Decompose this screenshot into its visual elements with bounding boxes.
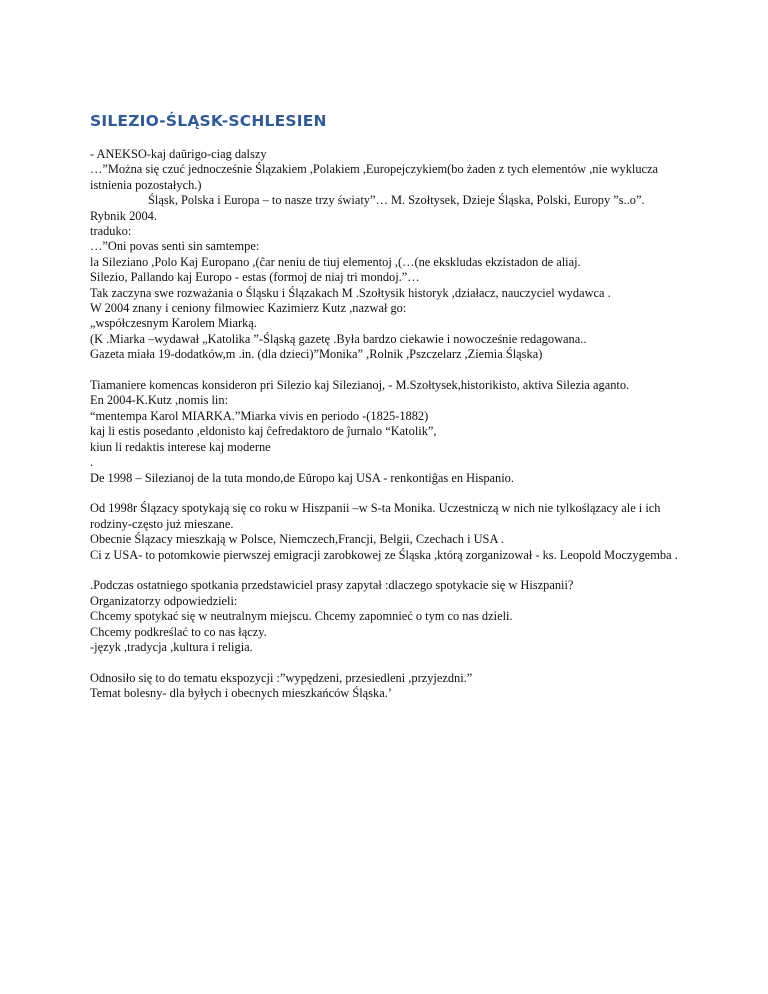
text-line: Tak zaczyna swe rozważania o Śląsku i Ślązakach M .Szołtysik historyk ,działacz, nauczyciel wydawca . — [90, 285, 611, 300]
text-line: De 1998 – Silezianoj de la tuta mondo,de Eŭropo kaj USA - renkontiĝas en Hispanio. — [90, 470, 514, 485]
text-line: traduko: — [90, 224, 132, 239]
text-line: . — [90, 455, 94, 470]
text-line: Chcemy podkreślać to co nas łączy. — [90, 624, 267, 639]
paragraph-intro — [90, 147, 690, 363]
text-line: Śląsk, Polska i Europa – to nasze trzy światy”… M. Szołtysek, Dzieje Śląska, Polski, Europy ”s..o”. — [148, 193, 645, 208]
text-line: (K .Miarka –wydawał „Katolika ”-Śląską gazetę .Była bardzo ciekawie i nowocześnie redagowana.. — [90, 331, 587, 346]
text-line: „współczesnym Karolem Miarką. — [90, 316, 257, 331]
text-line: …”Oni povas senti sin samtempe: — [90, 239, 260, 254]
text-line: Obecnie Ślązacy mieszkają w Polsce, Niemczech,Francji, Belgii, Czechach i USA . — [90, 532, 504, 547]
text-line: W 2004 znany i ceniony filmowiec Kazimierz Kutz ,nazwał go: — [90, 301, 407, 316]
text-line: Temat bolesny- dla byłych i obecnych mieszkańców Śląska.’ — [90, 686, 392, 701]
text-line: En 2004-K.Kutz ,nomis lin: — [90, 393, 229, 408]
text-line: kiun li redaktis interese kaj moderne — [90, 439, 271, 454]
text-line: Gazeta miała 19-dodatków,m .in. (dla dzieci)”Monika” ,Rolnik ,Pszczelarz ,Ziemia Śląska) — [90, 347, 543, 362]
text-line: Ci z USA- to potomkowie pierwszej emigracji zarobkowej ze Śląska ,którą zorganizował - ks. Leopold Moczygemba . — [90, 547, 678, 562]
paragraph-meetings — [90, 501, 690, 563]
text-line: Rybnik 2004. — [90, 208, 157, 223]
text-line: Chcemy spotykać się w neutralnym miejscu. Chcemy zapomnieć o tym co nas dzieli. — [90, 609, 513, 624]
text-line: Silezio, Pallando kaj Europo - estas (formoj de niaj tri mondoj.”… — [90, 270, 420, 285]
text-line: …”Można się czuć jednocześnie Ślązakiem ,Polakiem ,Europejczykiem(bo żaden z tych elementów ,nie wyklucza istnienia pozostałych.) — [90, 162, 659, 192]
text-line: kaj li estis posedanto ,eldonisto kaj ĉefredaktoro de ĵurnalo “Katolik”, — [90, 424, 437, 439]
document-title: SILEZIO-ŚLĄSK-SCHLESIEN — [90, 112, 327, 130]
text-line: Tiamaniere komencas konsideron pri Silezio kaj Silezianoj, - M.Szołtysek,historikisto, aktiva Silezia aganto. — [90, 378, 630, 393]
paragraph-exhibition — [90, 671, 690, 702]
text-line: Odnosiło się to do tematu ekspozycji :”wypędzeni, przesiedleni ,przyjezdni.” — [90, 670, 473, 685]
text-line: - ANEKSO-kaj daŭrigo-ciag dalszy — [90, 147, 267, 161]
paragraph-esperanto — [90, 378, 690, 486]
text-line: la Sileziano ,Polo Kaj Europano ,(ĉar neniu de tiuj elementoj ,(…(ne ekskludas ekzistadon de aliaj. — [90, 254, 581, 269]
text-line: .Podczas ostatniego spotkania przedstawiciel prasy zapytał :dlaczego spotykacie się w Hiszpanii? — [90, 578, 574, 593]
text-line: -język ,tradycja ,kultura i religia. — [90, 639, 253, 654]
paragraph-press-question — [90, 578, 690, 655]
document-body — [90, 147, 690, 717]
text-line: Od 1998r Ślązacy spotykają się co roku w Hiszpanii –w S-ta Monika. Uczestniczą w nich nie tylkoślązacy ale i ich rodziny-często już mieszane. — [90, 501, 661, 531]
text-line: “mentempa Karol MIARKA.”Miarka vivis en periodo -(1825-1882) — [90, 408, 429, 423]
text-line: Organizatorzy odpowiedzieli: — [90, 593, 238, 608]
